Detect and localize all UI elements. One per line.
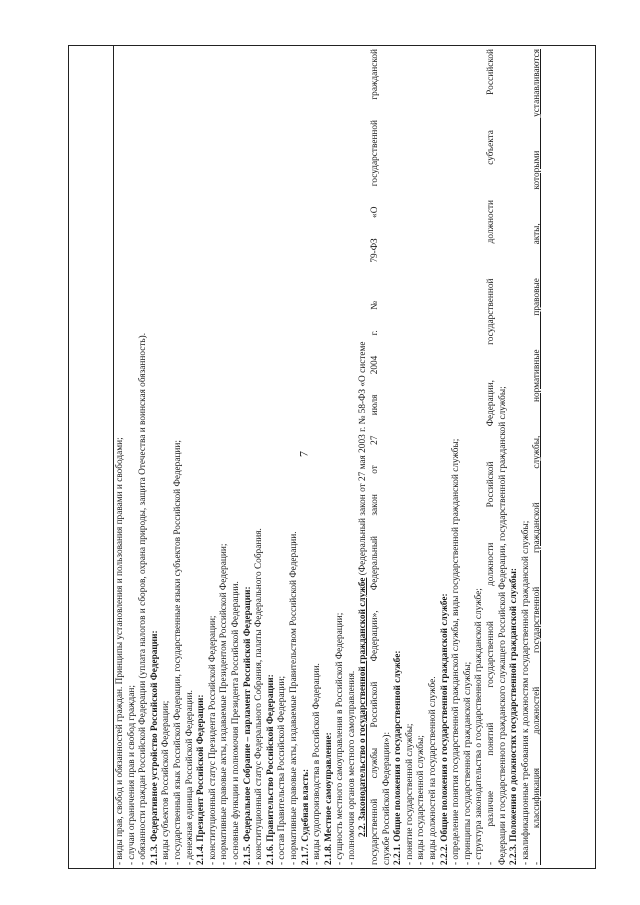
text-line: службе Российской Федерации»): <box>381 731 392 865</box>
text-line: - состав Правительства Российской Федерации; <box>277 675 288 865</box>
text-line: 2.1.8. Местное самоуправление: <box>323 732 334 865</box>
text-line: 2.2.1. Общие положения о государственной службе: <box>393 650 404 865</box>
text-line: 2.1.3. Федеративное устройство Российской Федерации: <box>149 630 160 865</box>
text-line: - обязанности граждан Российской Федерации (уплата налогов и сборов, охрана природы, защита Отечества и воинская обязанность). <box>138 332 149 865</box>
text-line: - нормативные правовые акты, издаваемые Президентом Российской Федерации; <box>219 543 230 865</box>
text-line: 2.2.3. Положения о должностях государственной гражданской службы: <box>509 568 520 865</box>
text-line: - нормативные правовые акты, издаваемые Правительством Российской Федерации. <box>288 531 299 865</box>
text-line: - виды судопроизводства в Российской Федерации. <box>312 663 323 865</box>
text-line: 2.1.7. Судебная власть: <box>300 768 311 865</box>
text-line: - конституционный статус Президента Российской Федерации; <box>207 615 218 865</box>
section-heading-rest: (Федеральный закон от 27 мая 2003 г. № 58-ФЗ «О системе <box>358 341 369 578</box>
text-line: - конституционный статус Федерального Собрания, палаты Федерального Собрания. <box>254 528 265 865</box>
column-divider <box>113 45 114 869</box>
text-line: 2.1.6. Правительство Российской Федерации: <box>265 674 276 865</box>
document-table <box>68 45 596 869</box>
page-number: 7 <box>296 451 311 457</box>
text-line: Федерации и государственного гражданского служащего Российской Федерации, государственной гражданской службы; <box>497 386 508 865</box>
text-line: - основные функции и полномочия Президента Российской Федерации. <box>230 581 241 865</box>
text-line: - случаи ограничения прав и свобод граждан; <box>126 685 137 865</box>
text-line: - виды государственной службы; <box>416 735 427 865</box>
text-line: - квалификационные требования к должностям государственной гражданской службы; <box>520 520 531 865</box>
text-line: - определение понятия государственной гражданской службы, виды государственной гражданской службы; <box>451 438 462 865</box>
text-line: - виды прав, свобод и обязанностей граждан. Принципы установления и пользования правами и свободами; <box>115 437 125 865</box>
text-line: - классификация должностей государственной гражданской службы, нормативные правовые акты, которыми устанавливаются <box>532 49 543 865</box>
text-line: - виды субъектов Российской Федерации; <box>161 700 172 865</box>
text-line: - сущность местного самоуправления в Российской Федерации; <box>335 612 346 865</box>
text-line: - виды должностей на государственной службе. <box>428 676 439 865</box>
text-line: - принципы государственной гражданской службы; <box>462 661 473 865</box>
text-line: - понятие государственной службы; <box>404 723 415 865</box>
text-line: - денежная единица Российской Федерации. <box>184 690 195 865</box>
text-line: 2.2.2. Общие положения о государственной гражданской службе: <box>439 593 450 865</box>
text-line <box>358 49 370 865</box>
text-line: 2.1.5. Федеральное Собрание – парламент Российской Федерации: <box>242 586 253 865</box>
text-line: - структура законодательства о государственной гражданской службе; <box>474 588 485 865</box>
text-line: - различие понятий государственной должности Российской Федерации, государственной должности субъекта Российской <box>486 49 496 865</box>
document-text <box>115 49 544 865</box>
text-line: - полномочия органов местного самоуправления. <box>346 670 357 865</box>
text-line: - государственный язык Российской Федерации, государственные языки субъектов Российской Федерации; <box>172 440 183 865</box>
section-heading: 2.2. Законодательство о государственной гражданской службе <box>358 577 369 837</box>
text-line: 2.1.4. Президент Российской Федерации: <box>196 694 207 865</box>
text-line: государственной службы Российской Федерации», Федеральный закон от 27 июля 2004 г. № 79-ФЗ «О государственной гражданской <box>370 49 381 865</box>
